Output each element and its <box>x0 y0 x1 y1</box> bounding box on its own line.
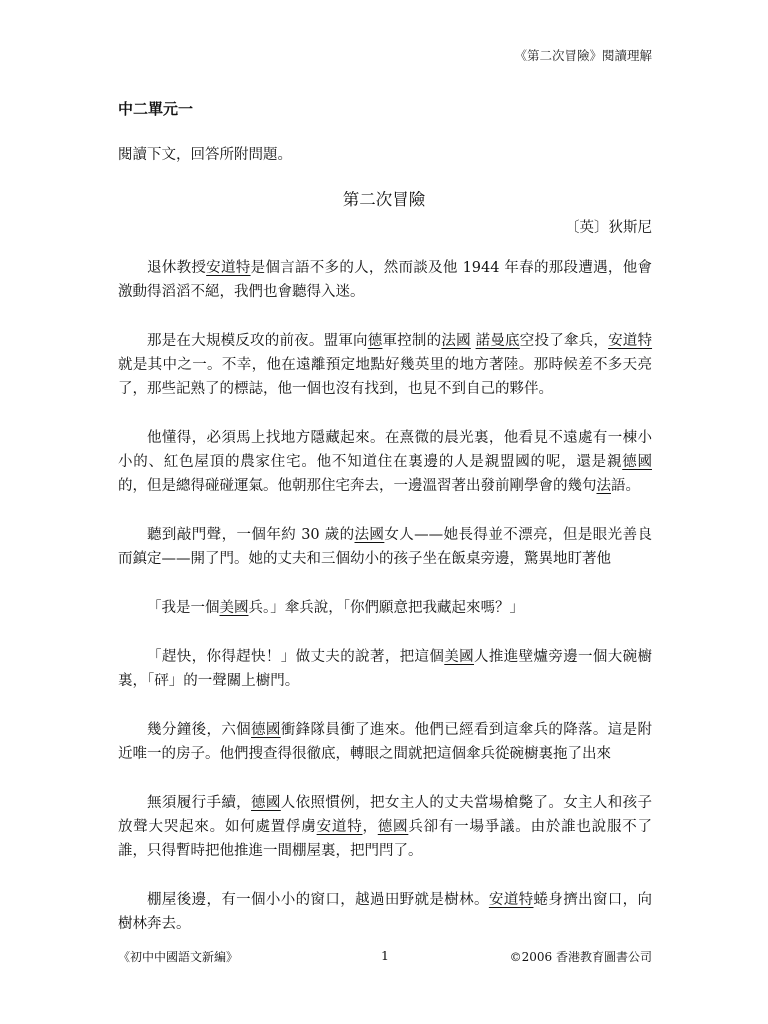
paragraph-text: 「趕快，你得趕快！」做丈夫的說著，把這個 <box>147 649 445 665</box>
proper-noun-underlined: 德國 <box>251 722 281 738</box>
article-body <box>118 256 652 961</box>
article-paragraph <box>118 791 652 863</box>
paragraph-text: 他懂得，必須馬上找地方隱藏起來。在熹微的晨光裏，他看見不遠處有一棟小小的、紅色屋頂的農家住宅。他不知道住在裏邊的人是親盟國的呢，還是親 <box>118 430 652 470</box>
footer-book-title: 《初中中國語文新編》 <box>118 950 239 964</box>
paragraph-text: 「我是一個 <box>147 600 220 616</box>
paragraph-text: ， <box>362 819 378 835</box>
paragraph-text: 無須履行手續， <box>147 795 252 811</box>
article-paragraph <box>118 596 652 620</box>
paragraph-text: 衝鋒隊員衝了進來。他們已經看到這傘兵的降落。這是附近唯一的房子。他們搜查得很徹底，轉眼之間就把這個傘兵從碗櫥裏拖了出來 <box>118 722 653 762</box>
paragraph-text: 軍控制的 <box>382 333 442 349</box>
article-paragraph <box>118 888 652 936</box>
page-number: 1 <box>381 948 389 963</box>
paragraph-text: 兵。」傘兵說，「你們願意把我藏起來嗎？」 <box>248 600 524 616</box>
instruction-text: 閱讀下文，回答所附問題。 <box>118 147 292 163</box>
paragraph-text: 人推進壁爐旁邊一個大碗櫥裏，「砰」的一聲關上櫥門。 <box>118 649 653 689</box>
article-paragraph <box>118 329 652 401</box>
paragraph-text: 是個言語不多的人，然而談及他 1944 年春的那段遭遇，他會激動得滔滔不絕，我們也會聽得入迷。 <box>118 260 653 300</box>
proper-noun-underlined: 法 <box>596 478 611 494</box>
proper-noun-underlined: 美國 <box>444 649 475 665</box>
paragraph-text: 的，但是總得碰碰運氣。他朝那住宅奔去，一邊溫習著出發前剛學會的幾句 <box>118 478 597 494</box>
paragraph-text: 幾分鐘後，六個 <box>147 722 252 738</box>
proper-noun-underlined: 諾曼底 <box>475 333 520 349</box>
article-author: 〔英〕狄斯尼 <box>565 220 652 236</box>
article-paragraph <box>118 426 652 498</box>
proper-noun-underlined: 德國 <box>251 795 281 811</box>
article-paragraph <box>118 645 652 693</box>
footer-copyright: ©2006 香港教育圖書公司 <box>509 950 652 964</box>
article-paragraph <box>118 523 652 571</box>
proper-noun-underlined: 安道特 <box>608 333 653 349</box>
article-title: 第二次冒險 <box>342 190 426 209</box>
proper-noun-underlined: 安道特 <box>206 260 251 276</box>
article-paragraph <box>118 256 652 304</box>
proper-noun-underlined: 安道特 <box>316 819 363 835</box>
running-header: 《第二次冒險》閱讀理解 <box>514 48 652 63</box>
paragraph-text: 語。 <box>611 478 640 494</box>
paragraph-text: 人依照慣例，把女主人的丈夫當場槍斃了。女主人和孩子放聲大哭起來。如何處置俘虜 <box>118 795 653 835</box>
paragraph-text: 棚屋後邊，有一個小小的窗口，越過田野就是樹林。 <box>147 892 489 908</box>
proper-noun-underlined: 美國 <box>219 600 249 616</box>
paragraph-text: 聽到敲門聲，一個年約 30 歲的 <box>147 527 355 543</box>
proper-noun-underlined: 法國 <box>441 333 471 349</box>
proper-noun-underlined: 安道特 <box>488 892 534 908</box>
proper-noun-underlined: 德國 <box>377 819 409 835</box>
paragraph-text: 那是在大規模反攻的前夜。盟軍向 <box>147 333 368 349</box>
unit-title: 中二單元一 <box>118 100 194 118</box>
paragraph-text: 兵卻有一場爭議。由於誰也說服不了誰，只得暫時把他推進一間棚屋裏，把門閂了。 <box>118 819 653 859</box>
paragraph-text: 退休教授 <box>147 260 207 276</box>
paragraph-text: 空投了傘兵， <box>519 333 609 349</box>
paragraph-text: 女人——她長得並不漂亮，但是眼光善良而鎮定——開了門。她的丈夫和三個幼小的孩子坐在飯桌旁邊，驚異地盯著他 <box>118 527 653 567</box>
proper-noun-underlined: 法國 <box>354 527 385 543</box>
article-paragraph <box>118 718 652 766</box>
paragraph-text: 蜷身擠出窗口，向樹林奔去。 <box>118 892 653 932</box>
paragraph-text: 就是其中之一。不幸，他在遠離預定地點好幾英里的地方著陸。那時候差不多天亮了，那些記熟了的標誌，他一個也沒有找到，也見不到自己的夥伴。 <box>118 357 652 397</box>
proper-noun-underlined: 德國 <box>622 454 652 470</box>
proper-noun-underlined: 德 <box>367 333 383 349</box>
